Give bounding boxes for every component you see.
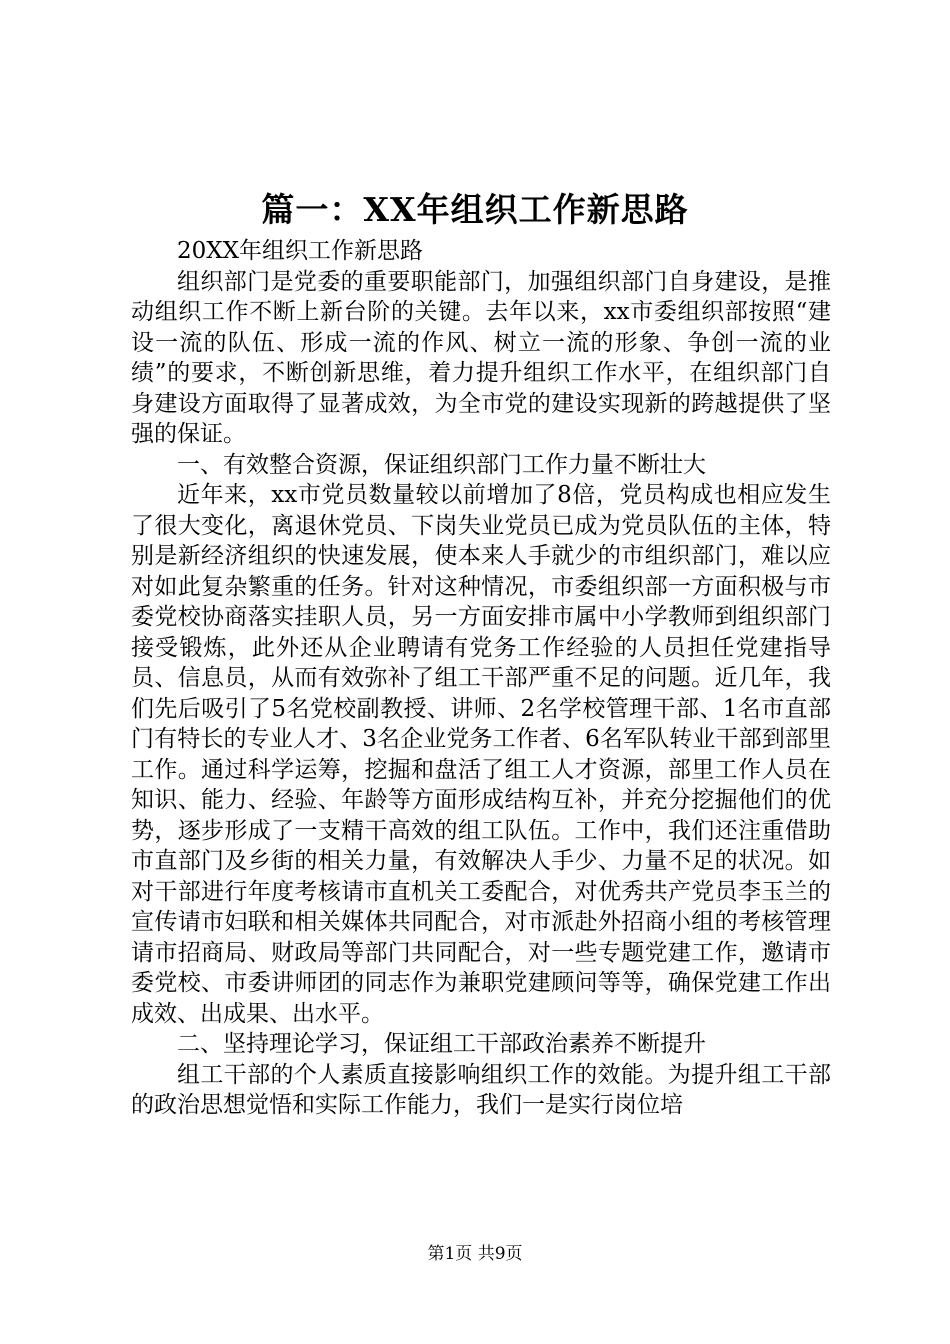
section-heading-2: 二、坚持理论学习，保证组工干部政治素养不断提升 <box>177 1031 706 1057</box>
page-footer: 第1页 共9页 <box>427 1244 523 1264</box>
document-title: 篇一：XX年组织工作新思路 <box>261 190 689 229</box>
intro-paragraph: 组织部门是党委的重要职能部门，加强组织部门自身建设，是推动组织工作不断上新台阶的关键。去年以来，xx市委组织部按照“建设一流的队伍、形成一流的作风、树立一流的形象、争创一流的业绩”的要求，不断创新思维，着力提升组织工作水平，在组织部门自身建设方面取得了显著成效，为全市党的建设实现新的跨越提供了坚强的保证。 <box>131 268 831 447</box>
section-heading-1: 一、有效整合资源，保证组织部门工作力量不断壮大 <box>177 451 706 478</box>
subtitle-paragraph: 20XX年组织工作新思路 <box>177 238 424 264</box>
section-2-paragraph: 组工干部的个人素质直接影响组织工作的效能。为提升组工干部的政治思想觉悟和实际工作能力，我们一是实行岗位培 <box>131 1061 831 1118</box>
document-body <box>131 236 831 1121</box>
section-1-paragraph: 近年来，xx市党员数量较以前增加了8倍，党员构成也相应发生了很大变化，离退休党员、下岗失业党员已成为党员队伍的主体，特别是新经济组织的快速发展，使本来人手就少的市组织部门，难以应对如此复杂繁重的任务。针对这种情况，市委组织部一方面积极与市委党校协商落实挂职人员，另一方面安排市属中小学教师到组织部门接受锻炼，此外还从企业聘请有党务工作经验的人员担任党建指导员、信息员，从而有效弥补了组工干部严重不足的问题。近几年，我们先后吸引了5名党校副教授、讲师、2名学校管理干部、1名市直部门有特长的专业人才、3名企业党务工作者、6名军队转业干部到部里工作。通过科学运筹，挖掘和盘活了组工人才资源，部里工作人员在知识、能力、经验、年龄等方面形成结构互补，并充分挖掘他们的优势，逐步形成了一支精干高效的组工队伍。工作中，我们还注重借助市直部门及乡街的相关力量，有效解决人手少、力量不足的状况。如对干部进行年度考核请市直机关工委配合，对优秀共产党员李玉兰的宣传请市妇联和相关媒体共同配合，对市派赴外招商小组的考核管理请市招商局、财政局等部门共同配合，对一些专题党建工作，邀请市委党校、市委讲师团的同志作为兼职党建顾问等等，确保党建工作出成效、出成果、出水平。 <box>131 482 831 1027</box>
